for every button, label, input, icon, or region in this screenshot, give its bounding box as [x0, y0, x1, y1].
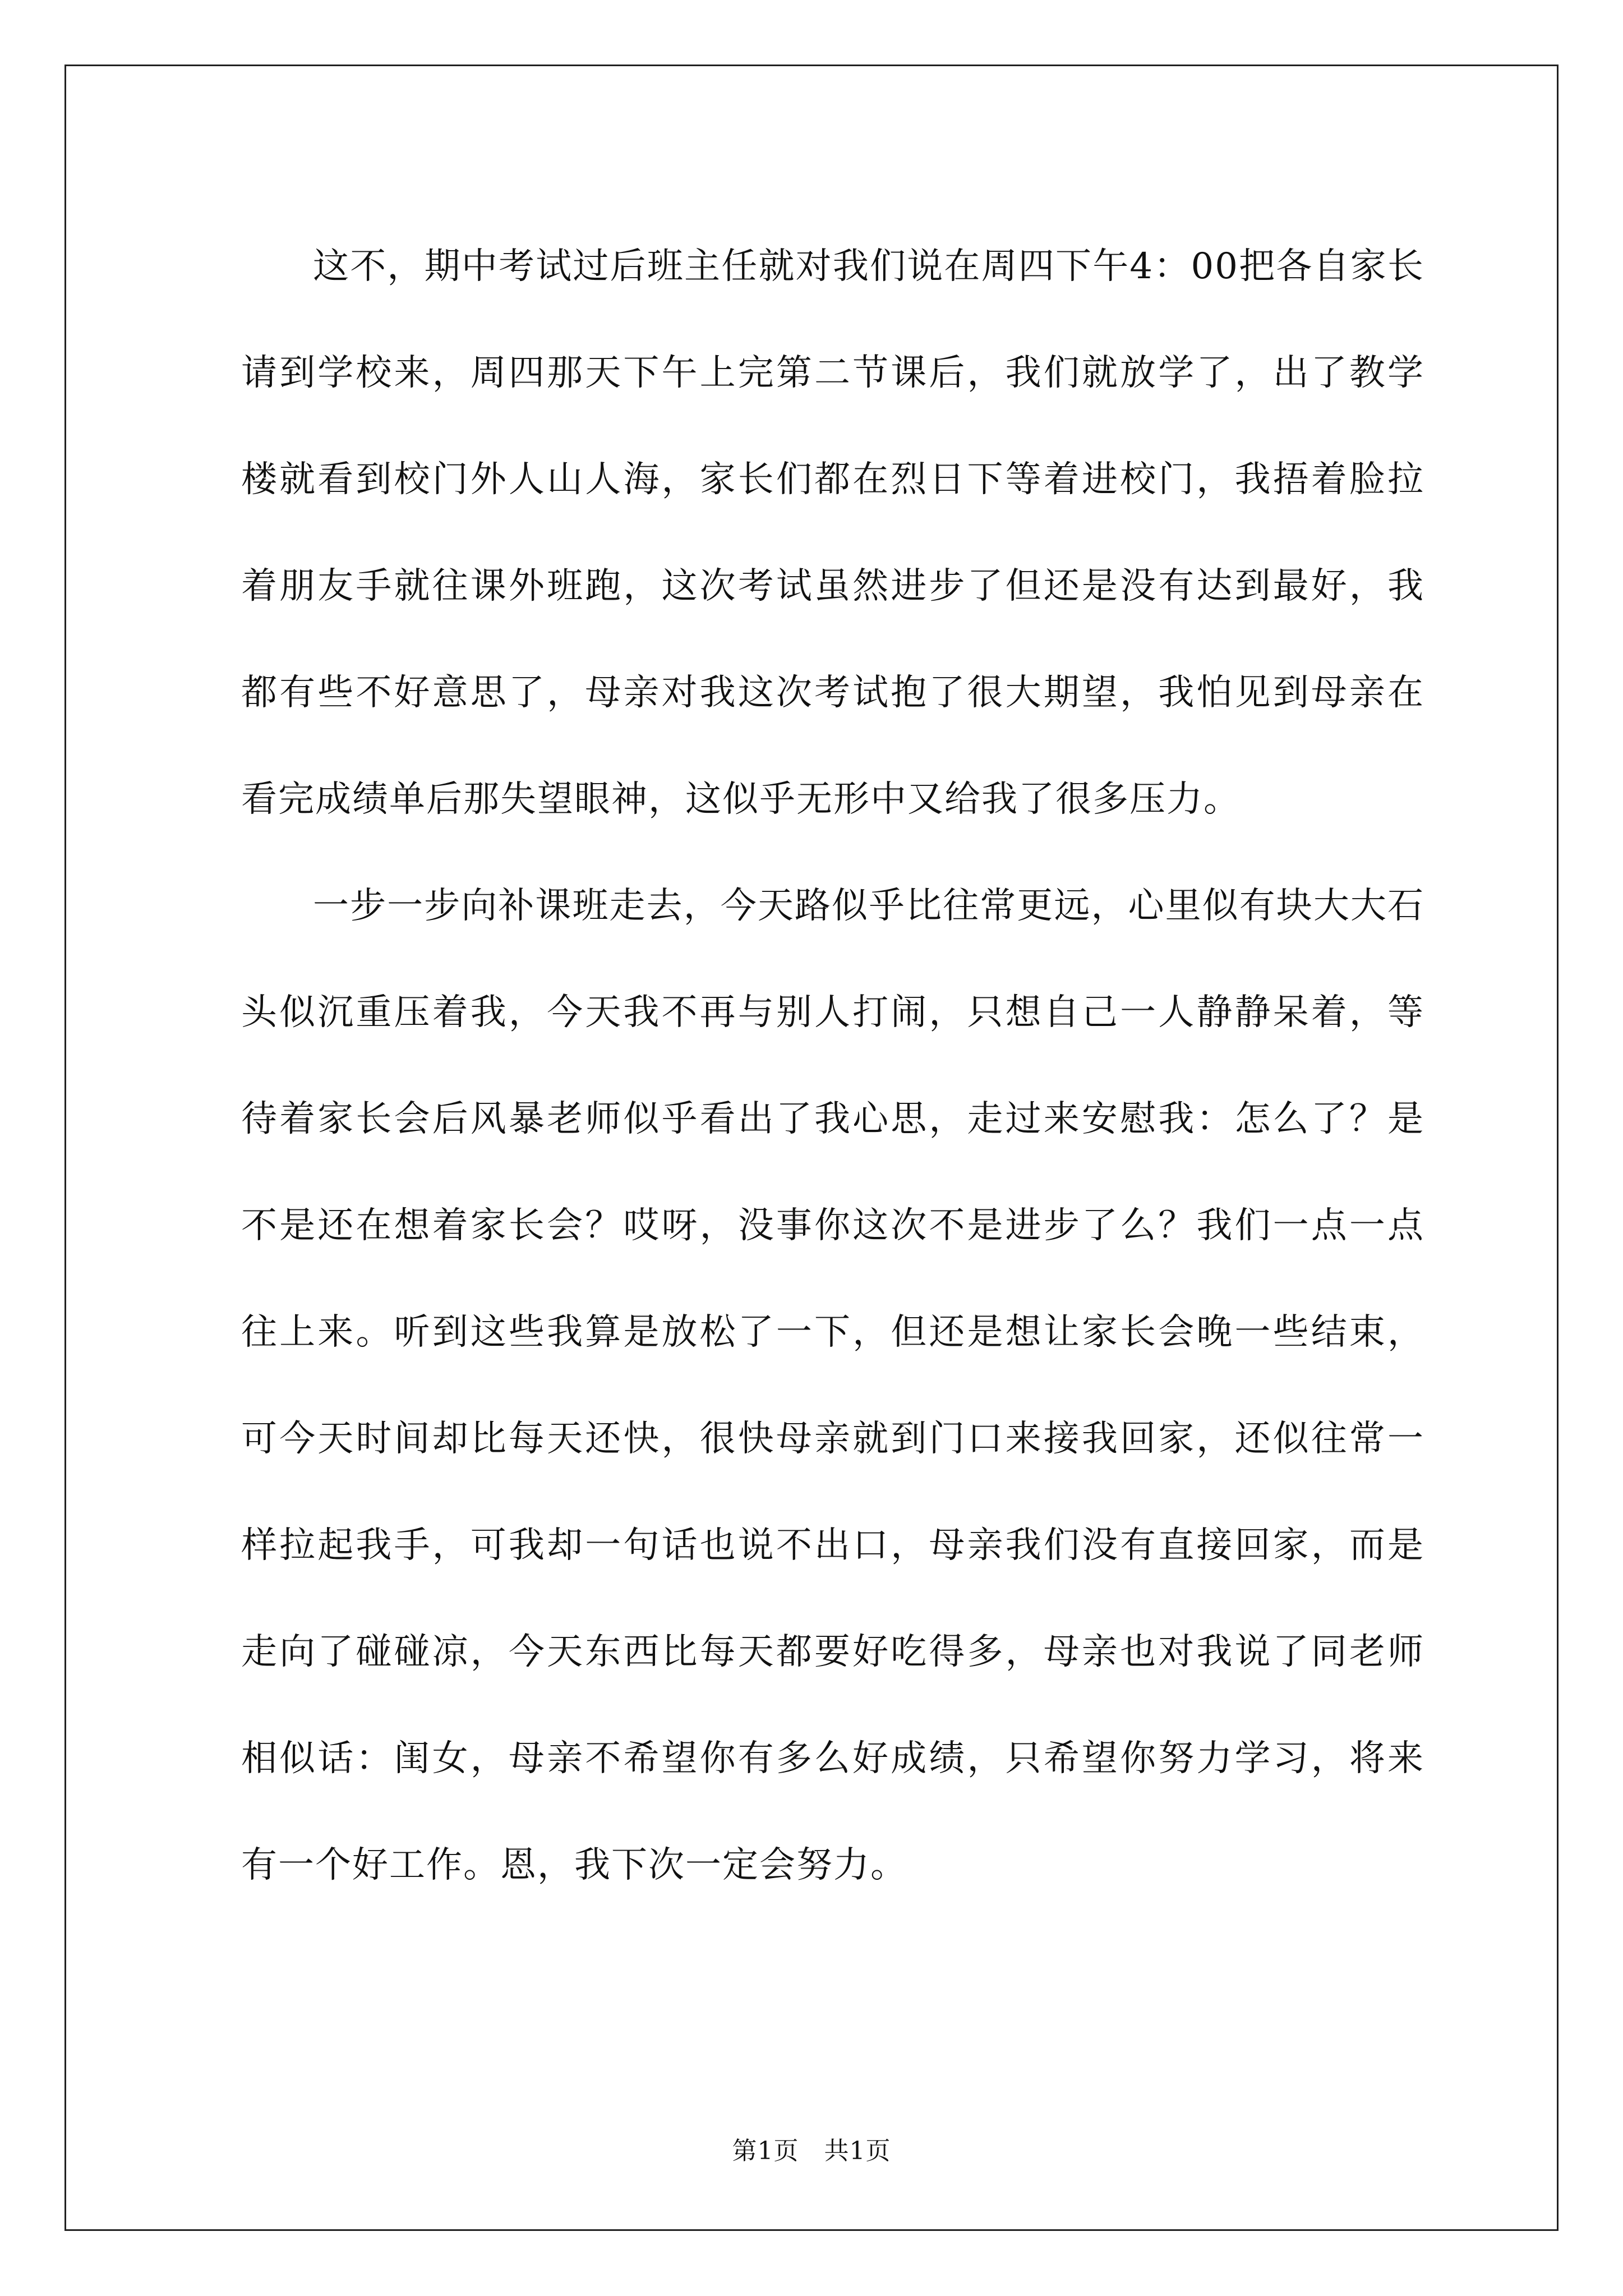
paragraph-2: 一步一步向补课班走去，今天路似乎比往常更远，心里似有块大大石头似沉重压着我，今天我不再与别人打闹，只想自己一人静静呆着，等待着家长会后风暴老师似乎看出了我心思，走过来安慰我：怎么了？是不是还在想着家长会？哎呀，没事你这次不是进步了么？我们一点一点往上来。听到这些我算是放松了一下，但还是想让家长会晚一些结束，可今天时间却比每天还快，很快母亲就到门口来接我回家，还似往常一样拉起我手，可我却一句话也说不出口，母亲我们没有直接回家，而是走向了碰碰凉，今天东西比每天都要好吃得多，母亲也对我说了同老师相似话：闺女，母亲不希望你有多么好成绩，只希望你努力学习，将来有一个好工作。恩，我下次一定会努力。: [241, 885, 1424, 1886]
paragraph-1: 这不，期中考试过后班主任就对我们说在周四下午4：00把各自家长请到学校来，周四那天下午上完第二节课后，我们就放学了，出了教学楼就看到校门外人山人海，家长们都在烈日下等着进校门，我捂着脸拉着朋友手就往课外班跑，这次考试虽然进步了但还是没有达到最好，我都有些不好意思了，母亲对我这次考试抱了很大期望，我怕见到母亲在看完成绩单后那失望眼神，这似乎无形中又给我了很多压力。: [241, 246, 1424, 820]
page-number-footer: 第1页 共1页: [732, 2137, 891, 2165]
document-body: [241, 213, 1424, 1918]
